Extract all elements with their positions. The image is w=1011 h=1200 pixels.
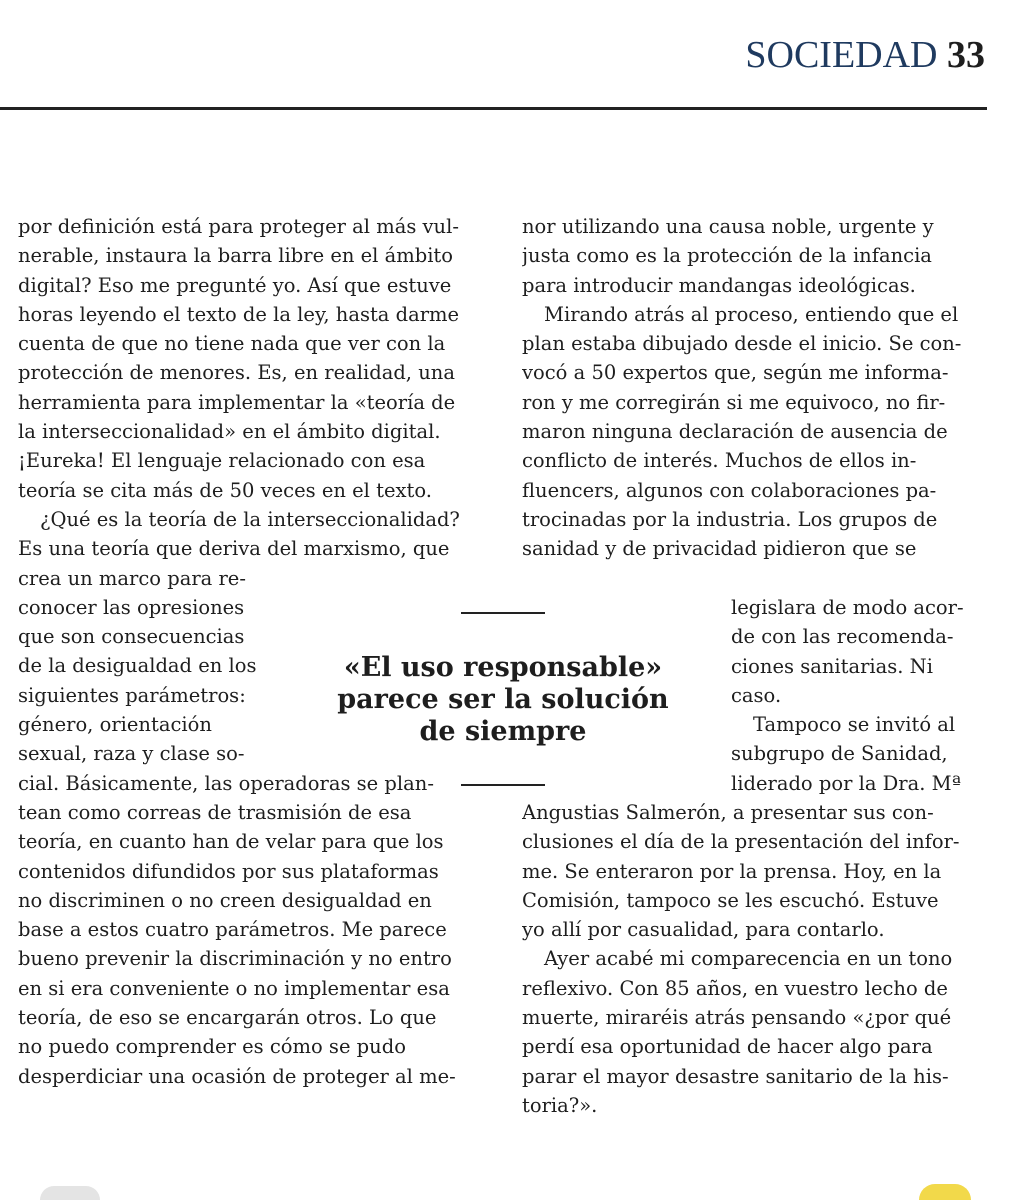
text-line: Es una teoría que deriva del marxismo, que bbox=[18, 537, 450, 561]
text-line: liderado por la Dra. Mª bbox=[731, 771, 961, 795]
text-line: en si era conveniente o no implementar esa bbox=[18, 976, 450, 1000]
text-line: de la desigualdad en los bbox=[18, 654, 257, 678]
text-line: ciones sanitarias. Ni bbox=[731, 654, 933, 678]
right-column-wrap bbox=[731, 593, 987, 798]
text-line: nor utilizando una causa noble, urgente y bbox=[522, 215, 934, 238]
corner-shadow bbox=[40, 1186, 100, 1200]
text-line: Tampoco se invitó al bbox=[753, 713, 956, 737]
text-line: sexual, raza y clase so- bbox=[18, 742, 245, 766]
text-line: para introducir mandangas ideológicas. bbox=[522, 273, 916, 297]
text-line: género, orientación bbox=[18, 713, 212, 737]
pull-quote-line: de siempre bbox=[419, 716, 587, 747]
text-line: siguientes parámetros: bbox=[18, 683, 246, 707]
text-line: por definición está para proteger al más vul- bbox=[18, 215, 459, 238]
text-line: muerte, miraréis atrás pensando «¿por qué bbox=[522, 1006, 952, 1030]
text-line: bueno prevenir la discriminación y no entro bbox=[18, 947, 452, 971]
text-line: parar el mayor desastre sanitario de la his- bbox=[522, 1064, 949, 1088]
page-header bbox=[745, 32, 985, 78]
text-line: legislara de modo acor- bbox=[731, 596, 964, 619]
pull-quote-line: parece ser la solución bbox=[337, 684, 669, 715]
text-line: de con las recomenda- bbox=[731, 625, 954, 649]
text-line: cial. Básicamente, las operadoras se plan- bbox=[18, 771, 434, 795]
text-line: digital? Eso me pregunté yo. Así que estuve bbox=[18, 273, 452, 297]
text-line: me. Se enteraron por la prensa. Hoy, en la bbox=[522, 859, 942, 883]
pull-quote bbox=[285, 606, 721, 792]
text-line: caso. bbox=[731, 683, 782, 707]
text-line: cuenta de que no tiene nada que ver con la bbox=[18, 332, 446, 356]
text-line: subgrupo de Sanidad, bbox=[731, 742, 948, 766]
text-line: teoría se cita más de 50 veces en el texto. bbox=[18, 478, 432, 502]
text-line: nerable, instaura la barra libre en el ámbito bbox=[18, 244, 454, 268]
pull-quote-bottom-rule bbox=[461, 784, 545, 786]
text-line: que son consecuencias bbox=[18, 625, 245, 649]
corner-highlight bbox=[919, 1184, 971, 1200]
text-line: yo allí por casualidad, para contarlo. bbox=[522, 918, 885, 942]
text-line: maron ninguna declaración de ausencia de bbox=[522, 420, 948, 444]
text-line: ¡Eureka! El lenguaje relacionado con esa bbox=[18, 449, 426, 473]
text-line: sanidad y de privacidad pidieron que se bbox=[522, 537, 917, 561]
right-column bbox=[522, 212, 986, 564]
header-divider bbox=[0, 107, 987, 110]
section-name: SOCIEDAD bbox=[745, 34, 938, 76]
text-line: tean como correas de trasmisión de esa bbox=[18, 800, 412, 824]
pull-quote-top-rule bbox=[461, 612, 545, 614]
text-line: plan estaba dibujado desde el inicio. Se con- bbox=[522, 332, 962, 356]
right-column-lower bbox=[522, 798, 986, 1120]
text-line: teoría, en cuanto han de velar para que los bbox=[18, 830, 444, 854]
text-line: ron y me corregirán si me equivoco, no fir- bbox=[522, 390, 946, 414]
text-line: contenidos difundidos por sus plataformas bbox=[18, 859, 439, 883]
text-line: vocó a 50 expertos que, según me informa- bbox=[522, 361, 949, 385]
text-line: Ayer acabé mi comparecencia en un tono bbox=[544, 947, 953, 971]
text-line: horas leyendo el texto de la ley, hasta darme bbox=[18, 302, 460, 326]
text-line: clusiones el día de la presentación del infor- bbox=[522, 830, 960, 854]
text-line: crea un marco para re- bbox=[18, 566, 246, 590]
text-line: Angustias Salmerón, a presentar sus con- bbox=[522, 801, 934, 824]
text-line: Comisión, tampoco se les escuchó. Estuve bbox=[522, 888, 939, 912]
page-number: 33 bbox=[947, 34, 985, 76]
text-line: base a estos cuatro parámetros. Me parece bbox=[18, 918, 447, 942]
text-line: no puedo comprender es cómo se pudo bbox=[18, 1035, 406, 1059]
text-line: no discriminen o no creen desigualdad en bbox=[18, 888, 432, 912]
text-line: reflexivo. Con 85 años, en vuestro lecho de bbox=[522, 976, 948, 1000]
text-line: teoría, de eso se encargarán otros. Lo que bbox=[18, 1006, 437, 1030]
text-line: desperdiciar una ocasión de proteger al me- bbox=[18, 1064, 456, 1088]
text-line: trocinadas por la industria. Los grupos de bbox=[522, 507, 938, 531]
text-line: perdí esa oportunidad de hacer algo para bbox=[522, 1035, 933, 1059]
text-line: fluencers, algunos con colaboraciones pa- bbox=[522, 478, 937, 502]
text-line: toria?». bbox=[522, 1093, 598, 1117]
text-line: justa como es la protección de la infancia bbox=[522, 244, 932, 268]
text-line: ¿Qué es la teoría de la interseccionalidad? bbox=[40, 507, 460, 531]
text-line: herramienta para implementar la «teoría de bbox=[18, 390, 456, 414]
pull-quote-text bbox=[285, 652, 721, 748]
text-line: protección de menores. Es, en realidad, una bbox=[18, 361, 455, 385]
text-line: Mirando atrás al proceso, entiendo que el bbox=[544, 302, 959, 326]
text-line: la interseccionalidad» en el ámbito digital. bbox=[18, 420, 441, 444]
pull-quote-line: «El uso responsable» bbox=[343, 652, 663, 683]
text-line: conflicto de interés. Muchos de ellos in- bbox=[522, 449, 917, 473]
text-line: conocer las opresiones bbox=[18, 595, 245, 619]
